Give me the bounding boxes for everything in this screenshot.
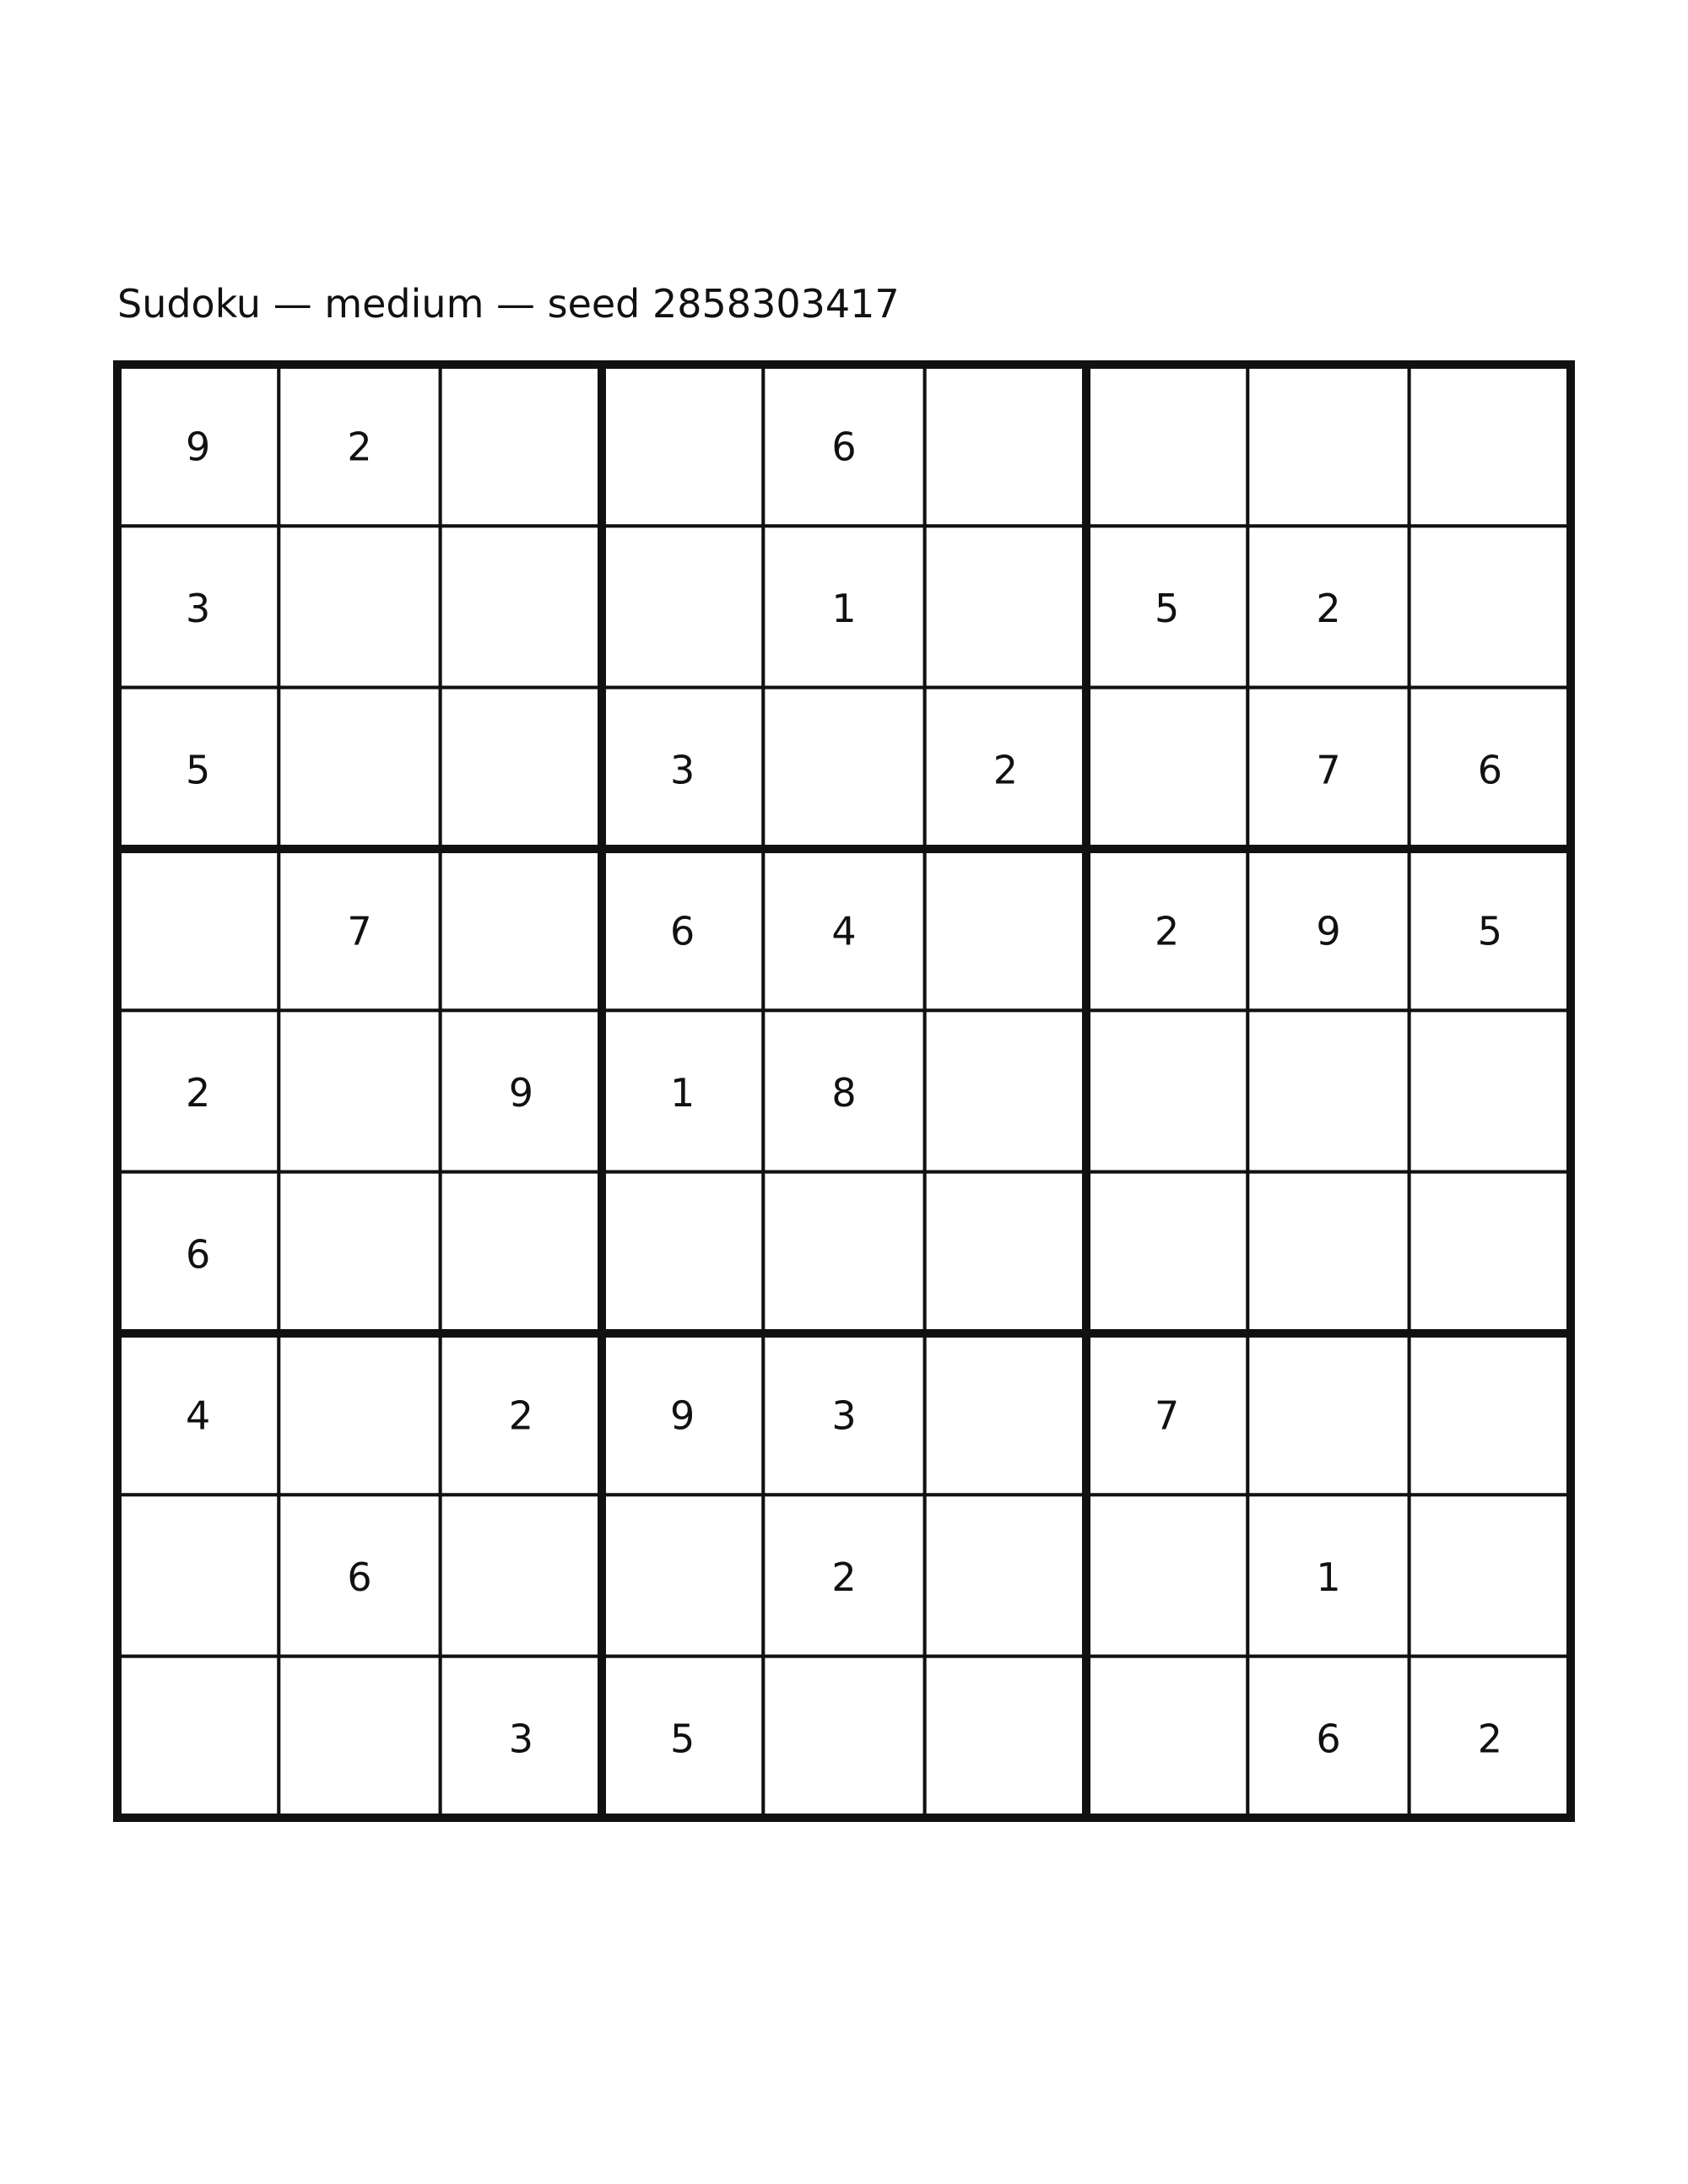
cell-background[interactable] xyxy=(602,1010,763,1171)
cell-background[interactable] xyxy=(1247,365,1409,526)
given-digit: 3 xyxy=(508,1716,533,1762)
sudoku-cell-r6c2[interactable] xyxy=(279,1172,440,1333)
given-digit: 2 xyxy=(1316,586,1341,631)
cell-background[interactable] xyxy=(117,849,279,1010)
cell-background[interactable] xyxy=(279,365,440,526)
sudoku-cell-r2c4[interactable] xyxy=(602,526,763,687)
cell-background[interactable] xyxy=(1247,849,1409,1010)
sudoku-cell-r3c6[interactable] xyxy=(925,688,1086,849)
cell-background[interactable] xyxy=(602,1333,763,1495)
cell-background[interactable] xyxy=(602,365,763,526)
cell-background[interactable] xyxy=(1247,1010,1409,1171)
cell-background[interactable] xyxy=(441,1010,602,1171)
sudoku-cell-r7c5[interactable] xyxy=(763,1333,924,1495)
sudoku-cell-r9c3[interactable] xyxy=(441,1657,602,1818)
given-digit: 2 xyxy=(347,424,372,470)
sudoku-cell-r1c9[interactable] xyxy=(1409,365,1571,526)
given-digit: 5 xyxy=(1155,586,1180,631)
sudoku-cell-r2c9[interactable] xyxy=(1409,526,1571,687)
cell-background[interactable] xyxy=(925,1333,1086,1495)
sudoku-cell-r6c3[interactable] xyxy=(441,1172,602,1333)
cell-background[interactable] xyxy=(441,1172,602,1333)
cell-background[interactable] xyxy=(763,1495,924,1656)
given-digit: 7 xyxy=(1155,1392,1180,1439)
sudoku-cell-r8c6[interactable] xyxy=(925,1495,1086,1656)
cell-background[interactable] xyxy=(279,526,440,687)
cell-background[interactable] xyxy=(279,688,440,849)
sudoku-cell-r2c8[interactable] xyxy=(1247,526,1409,687)
sudoku-cell-r5c8[interactable] xyxy=(1247,1010,1409,1171)
sudoku-cell-r4c5[interactable] xyxy=(763,849,924,1010)
sudoku-cell-r8c9[interactable] xyxy=(1409,1495,1571,1656)
cell-background[interactable] xyxy=(117,365,279,526)
given-digit: 3 xyxy=(831,1392,857,1439)
cell-background[interactable] xyxy=(279,1333,440,1495)
cell-background[interactable] xyxy=(279,1495,440,1656)
sudoku-cell-r8c3[interactable] xyxy=(441,1495,602,1656)
given-digit: 8 xyxy=(831,1070,857,1116)
sudoku-cell-r5c2[interactable] xyxy=(279,1010,440,1171)
sudoku-cell-r2c6[interactable] xyxy=(925,526,1086,687)
given-digit: 6 xyxy=(1316,1716,1341,1762)
puzzle-title: Sudoku — medium — seed 2858303417 xyxy=(117,281,900,327)
cell-background[interactable] xyxy=(1086,1172,1247,1333)
cell-background[interactable] xyxy=(602,849,763,1010)
cell-background[interactable] xyxy=(117,526,279,687)
cell-background[interactable] xyxy=(602,1495,763,1656)
sudoku-cell-r5c3[interactable] xyxy=(441,1010,602,1171)
cell-background[interactable] xyxy=(1247,526,1409,687)
sudoku-cell-r1c5[interactable] xyxy=(763,365,924,526)
sudoku-cell-r7c9[interactable] xyxy=(1409,1333,1571,1495)
given-digit: 5 xyxy=(186,747,211,793)
sudoku-cell-r9c1[interactable] xyxy=(117,1657,279,1818)
cell-background[interactable] xyxy=(117,1010,279,1171)
cell-background[interactable] xyxy=(763,365,924,526)
sudoku-cell-r1c7[interactable] xyxy=(1086,365,1247,526)
sudoku-cell-r4c9[interactable] xyxy=(1409,849,1571,1010)
given-digit: 2 xyxy=(186,1070,211,1116)
cell-background[interactable] xyxy=(1086,1495,1247,1656)
sudoku-cell-r7c3[interactable] xyxy=(441,1333,602,1495)
given-digit: 5 xyxy=(670,1716,695,1762)
cell-background[interactable] xyxy=(1247,1172,1409,1333)
sudoku-cell-r5c9[interactable] xyxy=(1409,1010,1571,1171)
sudoku-cell-r8c1[interactable] xyxy=(117,1495,279,1656)
given-digit: 9 xyxy=(186,424,211,470)
sudoku-cell-r4c2[interactable] xyxy=(279,849,440,1010)
sudoku-cell-r1c8[interactable] xyxy=(1247,365,1409,526)
sudoku-cell-r7c1[interactable] xyxy=(117,1333,279,1495)
sudoku-cell-r6c9[interactable] xyxy=(1409,1172,1571,1333)
cell-background[interactable] xyxy=(602,1172,763,1333)
cell-background[interactable] xyxy=(925,1495,1086,1656)
sudoku-cell-r4c1[interactable] xyxy=(117,849,279,1010)
given-digit: 1 xyxy=(1316,1554,1341,1600)
sudoku-cell-r3c1[interactable] xyxy=(117,688,279,849)
sudoku-cell-r6c6[interactable] xyxy=(925,1172,1086,1333)
cell-background[interactable] xyxy=(763,849,924,1010)
cell-background[interactable] xyxy=(602,688,763,849)
given-digit: 2 xyxy=(831,1554,857,1600)
cell-background[interactable] xyxy=(279,849,440,1010)
sudoku-cell-r5c7[interactable] xyxy=(1086,1010,1247,1171)
sudoku-cell-r2c7[interactable] xyxy=(1086,526,1247,687)
sudoku-cell-r5c6[interactable] xyxy=(925,1010,1086,1171)
sudoku-cell-r7c4[interactable] xyxy=(602,1333,763,1495)
cell-background[interactable] xyxy=(1409,849,1571,1010)
cell-background[interactable] xyxy=(1086,849,1247,1010)
sudoku-cell-r9c4[interactable] xyxy=(602,1657,763,1818)
cell-background[interactable] xyxy=(1247,1657,1409,1818)
given-digit: 9 xyxy=(670,1392,695,1439)
cell-background[interactable] xyxy=(1409,688,1571,849)
sudoku-cell-r2c1[interactable] xyxy=(117,526,279,687)
cell-background[interactable] xyxy=(1409,1333,1571,1495)
sudoku-cell-r1c6[interactable] xyxy=(925,365,1086,526)
sudoku-board[interactable] xyxy=(117,365,1571,1818)
cell-background[interactable] xyxy=(279,1657,440,1818)
given-digit: 4 xyxy=(831,908,857,954)
cell-background[interactable] xyxy=(763,1333,924,1495)
cell-background[interactable] xyxy=(1409,526,1571,687)
sudoku-cell-r3c7[interactable] xyxy=(1086,688,1247,849)
sudoku-cell-r5c5[interactable] xyxy=(763,1010,924,1171)
given-digit: 5 xyxy=(1477,908,1502,954)
given-digit: 4 xyxy=(186,1392,211,1439)
cell-background[interactable] xyxy=(279,1010,440,1171)
cell-background[interactable] xyxy=(763,526,924,687)
cell-background[interactable] xyxy=(602,526,763,687)
cell-background[interactable] xyxy=(441,688,602,849)
sudoku-cell-r1c4[interactable] xyxy=(602,365,763,526)
sudoku-cell-r1c2[interactable] xyxy=(279,365,440,526)
cell-background[interactable] xyxy=(925,688,1086,849)
sudoku-cell-r3c4[interactable] xyxy=(602,688,763,849)
sudoku-cell-r4c3[interactable] xyxy=(441,849,602,1010)
given-digit: 6 xyxy=(831,424,857,470)
cell-background[interactable] xyxy=(441,1495,602,1656)
cell-background[interactable] xyxy=(1247,1333,1409,1495)
cell-background[interactable] xyxy=(1086,688,1247,849)
cell-background[interactable] xyxy=(763,1010,924,1171)
cell-background[interactable] xyxy=(117,1657,279,1818)
cell-background[interactable] xyxy=(1086,365,1247,526)
cell-background[interactable] xyxy=(1409,1495,1571,1656)
cell-background[interactable] xyxy=(1086,526,1247,687)
cell-background[interactable] xyxy=(117,688,279,849)
cell-background[interactable] xyxy=(925,1657,1086,1818)
cell-background[interactable] xyxy=(441,849,602,1010)
sudoku-cell-r9c5[interactable] xyxy=(763,1657,924,1818)
cell-background[interactable] xyxy=(763,1172,924,1333)
sudoku-cell-r3c8[interactable] xyxy=(1247,688,1409,849)
sudoku-cell-r6c1[interactable] xyxy=(117,1172,279,1333)
sudoku-cell-r8c8[interactable] xyxy=(1247,1495,1409,1656)
given-digit: 9 xyxy=(508,1070,533,1116)
sudoku-cell-r1c3[interactable] xyxy=(441,365,602,526)
sudoku-cell-r6c8[interactable] xyxy=(1247,1172,1409,1333)
cell-background[interactable] xyxy=(1409,1657,1571,1818)
sudoku-cell-r4c6[interactable] xyxy=(925,849,1086,1010)
given-digit: 7 xyxy=(1316,747,1341,793)
cell-background[interactable] xyxy=(441,1333,602,1495)
cell-background[interactable] xyxy=(925,1172,1086,1333)
sudoku-cell-r7c6[interactable] xyxy=(925,1333,1086,1495)
sudoku-cell-r4c4[interactable] xyxy=(602,849,763,1010)
sudoku-cell-r3c9[interactable] xyxy=(1409,688,1571,849)
sudoku-cell-r8c2[interactable] xyxy=(279,1495,440,1656)
sudoku-cell-r7c7[interactable] xyxy=(1086,1333,1247,1495)
cell-background[interactable] xyxy=(441,1657,602,1818)
cell-background[interactable] xyxy=(763,688,924,849)
cell-background[interactable] xyxy=(1247,688,1409,849)
cell-background[interactable] xyxy=(925,1010,1086,1171)
sudoku-cell-r1c1[interactable] xyxy=(117,365,279,526)
sudoku-cell-r7c2[interactable] xyxy=(279,1333,440,1495)
cell-background[interactable] xyxy=(279,1172,440,1333)
sudoku-cell-r9c2[interactable] xyxy=(279,1657,440,1818)
cell-background[interactable] xyxy=(1409,1010,1571,1171)
cell-background[interactable] xyxy=(117,1333,279,1495)
cell-background[interactable] xyxy=(1409,1172,1571,1333)
given-digit: 2 xyxy=(1477,1716,1502,1762)
given-digit: 1 xyxy=(831,586,857,631)
cell-background[interactable] xyxy=(763,1657,924,1818)
sudoku-cell-r2c5[interactable] xyxy=(763,526,924,687)
sudoku-cell-r6c7[interactable] xyxy=(1086,1172,1247,1333)
given-digit: 2 xyxy=(1155,908,1180,954)
cell-background[interactable] xyxy=(117,1495,279,1656)
cell-background[interactable] xyxy=(117,1172,279,1333)
sudoku-cell-r8c5[interactable] xyxy=(763,1495,924,1656)
sudoku-cell-r9c8[interactable] xyxy=(1247,1657,1409,1818)
sudoku-cell-r9c7[interactable] xyxy=(1086,1657,1247,1818)
given-digit: 9 xyxy=(1316,908,1341,954)
sudoku-cell-r5c4[interactable] xyxy=(602,1010,763,1171)
sudoku-cell-r5c1[interactable] xyxy=(117,1010,279,1171)
cell-background[interactable] xyxy=(441,526,602,687)
sudoku-cell-r3c2[interactable] xyxy=(279,688,440,849)
given-digit: 3 xyxy=(186,586,211,631)
sudoku-cell-r4c7[interactable] xyxy=(1086,849,1247,1010)
cell-background[interactable] xyxy=(925,526,1086,687)
given-digit: 7 xyxy=(347,908,372,954)
cell-background[interactable] xyxy=(602,1657,763,1818)
given-digit: 6 xyxy=(347,1554,372,1600)
sudoku-cell-r3c5[interactable] xyxy=(763,688,924,849)
cell-background[interactable] xyxy=(1247,1495,1409,1656)
sudoku-cell-r2c3[interactable] xyxy=(441,526,602,687)
cell-background[interactable] xyxy=(1086,1333,1247,1495)
sudoku-cell-r4c8[interactable] xyxy=(1247,849,1409,1010)
sudoku-cell-r6c4[interactable] xyxy=(602,1172,763,1333)
sudoku-cell-r8c7[interactable] xyxy=(1086,1495,1247,1656)
sudoku-cell-r9c9[interactable] xyxy=(1409,1657,1571,1818)
cell-background[interactable] xyxy=(925,849,1086,1010)
cell-background[interactable] xyxy=(1086,1657,1247,1818)
cell-background[interactable] xyxy=(1409,365,1571,526)
cell-background[interactable] xyxy=(925,365,1086,526)
sudoku-cell-r9c6[interactable] xyxy=(925,1657,1086,1818)
given-digit: 6 xyxy=(670,908,695,954)
cell-background[interactable] xyxy=(1086,1010,1247,1171)
given-digit: 2 xyxy=(993,747,1018,793)
sudoku-cell-r3c3[interactable] xyxy=(441,688,602,849)
given-digit: 6 xyxy=(1477,747,1502,793)
cell-background[interactable] xyxy=(441,365,602,526)
sudoku-cell-r2c2[interactable] xyxy=(279,526,440,687)
given-digit: 3 xyxy=(670,747,695,793)
sudoku-cell-r7c8[interactable] xyxy=(1247,1333,1409,1495)
given-digit: 6 xyxy=(186,1231,211,1278)
given-digit: 1 xyxy=(670,1070,695,1116)
given-digit: 2 xyxy=(508,1392,533,1439)
sudoku-cell-r8c4[interactable] xyxy=(602,1495,763,1656)
sudoku-cell-r6c5[interactable] xyxy=(763,1172,924,1333)
